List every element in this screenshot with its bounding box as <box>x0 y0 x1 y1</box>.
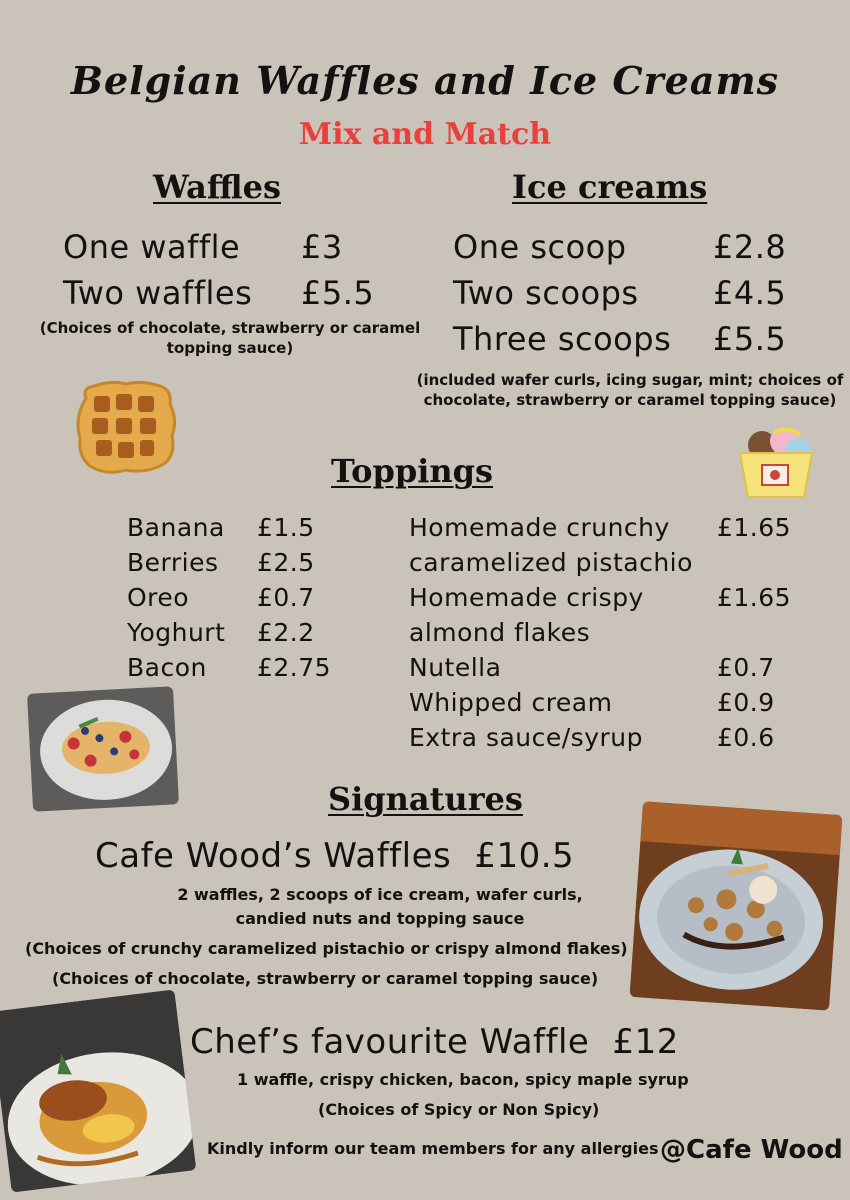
item-name: One scoop <box>453 228 627 266</box>
topping-name: Banana <box>127 513 225 542</box>
topping-name: Yoghurt <box>127 618 226 647</box>
price-row <box>453 270 786 316</box>
topping-name: Whipped cream <box>409 688 613 717</box>
price-row <box>453 316 786 362</box>
signature-waffle-photo <box>629 801 842 1010</box>
ice-cream-cup-icon <box>734 425 818 501</box>
berry-waffle-photo <box>27 686 179 811</box>
item-name: Three scoops <box>453 320 672 358</box>
menu-subtitle: Mix and Match <box>298 117 552 152</box>
topping-price: £1.65 <box>717 583 792 612</box>
waffle-icon <box>72 378 180 476</box>
topping-name: almond flakes <box>409 618 591 647</box>
topping-name: Bacon <box>127 653 207 682</box>
topping-name: Homemade crunchy <box>409 513 670 542</box>
signature-name: Cafe Wood’s Waffles <box>95 836 452 876</box>
topping-name: Extra sauce/syrup <box>409 723 643 752</box>
signature-price: £10.5 <box>474 836 575 876</box>
price-row <box>453 224 786 270</box>
note-line: chocolate, strawberry or caramel topping sauce) <box>423 391 837 409</box>
topping-name: Oreo <box>127 583 190 612</box>
menu-title: Belgian Waffles and Ice Creams <box>70 58 780 103</box>
topping-price: £1.5 <box>257 513 315 542</box>
waffles-note <box>20 318 440 358</box>
topping-price: £0.6 <box>717 723 775 752</box>
item-price: £5.5 <box>713 320 787 358</box>
topping-price: £0.7 <box>257 583 315 612</box>
toppings-heading: Toppings <box>331 452 494 490</box>
toppings-right-list <box>409 510 791 755</box>
note-line: (included wafer curls, icing sugar, mint; choices of <box>416 371 844 389</box>
price-row <box>63 270 374 316</box>
allergy-notice: Kindly inform our team members for any allergies <box>207 1139 659 1158</box>
item-name: Two scoops <box>453 274 639 312</box>
topping-name: caramelized pistachio <box>409 548 693 577</box>
chefs-favourite-title <box>190 1022 679 1062</box>
topping-row <box>127 545 331 580</box>
topping-row <box>409 685 791 720</box>
signature-price: £12 <box>612 1022 679 1062</box>
topping-row <box>127 650 331 685</box>
ice-creams-note <box>410 370 850 410</box>
chefs-favourite-description: 1 waffle, crispy chicken, bacon, spicy maple syrup <box>237 1070 689 1089</box>
topping-name: Berries <box>127 548 219 577</box>
topping-name: Nutella <box>409 653 502 682</box>
topping-price: £2.5 <box>257 548 315 577</box>
price-row <box>63 224 374 270</box>
topping-row <box>409 510 791 545</box>
description-line: 2 waffles, 2 scoops of ice cream, wafer curls, <box>177 885 583 904</box>
topping-row <box>127 510 331 545</box>
toppings-left-list <box>127 510 331 685</box>
chefs-favourite-choice: (Choices of Spicy or Non Spicy) <box>318 1100 600 1119</box>
item-name: One waffle <box>63 228 241 266</box>
topping-price: £2.75 <box>257 653 332 682</box>
cafe-wood-waffles-choice-nuts: (Choices of crunchy caramelized pistachio or crispy almond flakes) <box>25 939 628 958</box>
description-line: candied nuts and topping sauce <box>235 909 525 928</box>
cafe-wood-waffles-title <box>95 836 574 876</box>
item-name: Two waffles <box>63 274 253 312</box>
topping-row <box>127 580 331 615</box>
waffles-heading: Waffles <box>153 168 281 206</box>
topping-row <box>409 615 791 650</box>
note-line: topping sauce) <box>166 339 294 357</box>
chicken-waffle-photo <box>0 989 196 1192</box>
topping-row <box>409 545 791 580</box>
waffles-price-list <box>63 224 374 316</box>
topping-price: £0.7 <box>717 653 775 682</box>
item-price: £5.5 <box>301 274 375 312</box>
topping-row <box>409 720 791 755</box>
topping-price: £2.2 <box>257 618 315 647</box>
item-price: £4.5 <box>713 274 787 312</box>
topping-price: £0.9 <box>717 688 775 717</box>
cafe-wood-waffles-description <box>60 883 700 931</box>
topping-row <box>127 615 331 650</box>
ice-creams-heading: Ice creams <box>512 168 708 206</box>
topping-row <box>409 650 791 685</box>
ice-creams-price-list <box>453 224 786 362</box>
topping-row <box>409 580 791 615</box>
signature-name: Chef’s favourite Waffle <box>190 1022 590 1062</box>
item-price: £2.8 <box>713 228 787 266</box>
topping-price: £1.65 <box>717 513 792 542</box>
note-line: (Choices of chocolate, strawberry or caramel <box>39 319 421 337</box>
topping-name: Homemade crispy <box>409 583 644 612</box>
cafe-wood-waffles-choice-sauce: (Choices of chocolate, strawberry or caramel topping sauce) <box>52 969 599 988</box>
item-price: £3 <box>301 228 343 266</box>
cafe-handle: @Cafe Wood <box>660 1135 843 1165</box>
signatures-heading: Signatures <box>328 780 523 818</box>
